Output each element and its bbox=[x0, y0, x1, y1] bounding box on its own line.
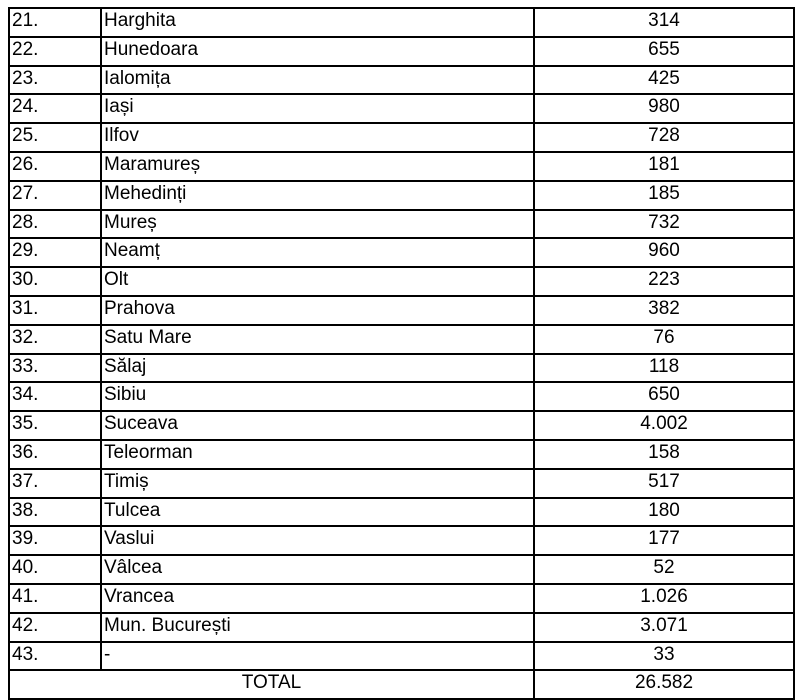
county-count-table bbox=[8, 7, 795, 700]
total-label: TOTAL bbox=[9, 670, 534, 699]
county-name-cell: Teleorman bbox=[101, 440, 534, 469]
table-row bbox=[9, 123, 794, 152]
table-row bbox=[9, 238, 794, 267]
row-number-cell: 39. bbox=[9, 526, 101, 555]
count-value-cell: 314 bbox=[534, 8, 794, 37]
table-row bbox=[9, 411, 794, 440]
table-footer bbox=[9, 670, 794, 699]
table-row bbox=[9, 8, 794, 37]
table-row bbox=[9, 181, 794, 210]
count-value-cell: 960 bbox=[534, 238, 794, 267]
county-name-cell: Mehedinți bbox=[101, 181, 534, 210]
table-row bbox=[9, 267, 794, 296]
row-number-cell: 41. bbox=[9, 584, 101, 613]
row-number-cell: 40. bbox=[9, 555, 101, 584]
table-row bbox=[9, 498, 794, 527]
table-row bbox=[9, 94, 794, 123]
row-number-cell: 21. bbox=[9, 8, 101, 37]
county-name-cell: Vrancea bbox=[101, 584, 534, 613]
table-row bbox=[9, 152, 794, 181]
count-value-cell: 650 bbox=[534, 382, 794, 411]
row-number-cell: 36. bbox=[9, 440, 101, 469]
total-row bbox=[9, 670, 794, 699]
table-row bbox=[9, 642, 794, 671]
row-number-cell: 35. bbox=[9, 411, 101, 440]
count-value-cell: 980 bbox=[534, 94, 794, 123]
county-name-cell: Maramureș bbox=[101, 152, 534, 181]
table-row bbox=[9, 584, 794, 613]
row-number-cell: 33. bbox=[9, 354, 101, 383]
count-value-cell: 425 bbox=[534, 66, 794, 95]
row-number-cell: 31. bbox=[9, 296, 101, 325]
county-name-cell: Satu Mare bbox=[101, 325, 534, 354]
county-name-cell: Iași bbox=[101, 94, 534, 123]
table-row bbox=[9, 613, 794, 642]
county-name-cell: Hunedoara bbox=[101, 37, 534, 66]
county-name-cell: Mureș bbox=[101, 210, 534, 239]
count-value-cell: 158 bbox=[534, 440, 794, 469]
county-name-cell: Ialomița bbox=[101, 66, 534, 95]
count-value-cell: 180 bbox=[534, 498, 794, 527]
row-number-cell: 22. bbox=[9, 37, 101, 66]
county-name-cell: Timiș bbox=[101, 469, 534, 498]
table-row bbox=[9, 325, 794, 354]
count-value-cell: 655 bbox=[534, 37, 794, 66]
table-row bbox=[9, 382, 794, 411]
row-number-cell: 38. bbox=[9, 498, 101, 527]
table-row bbox=[9, 555, 794, 584]
row-number-cell: 32. bbox=[9, 325, 101, 354]
count-value-cell: 33 bbox=[534, 642, 794, 671]
count-value-cell: 4.002 bbox=[534, 411, 794, 440]
row-number-cell: 25. bbox=[9, 123, 101, 152]
county-name-cell: Suceava bbox=[101, 411, 534, 440]
row-number-cell: 26. bbox=[9, 152, 101, 181]
count-value-cell: 728 bbox=[534, 123, 794, 152]
table-row bbox=[9, 296, 794, 325]
county-name-cell: Harghita bbox=[101, 8, 534, 37]
count-value-cell: 223 bbox=[534, 267, 794, 296]
county-name-cell: Sălaj bbox=[101, 354, 534, 383]
count-value-cell: 517 bbox=[534, 469, 794, 498]
table-body bbox=[9, 8, 794, 670]
county-name-cell: Ilfov bbox=[101, 123, 534, 152]
count-value-cell: 382 bbox=[534, 296, 794, 325]
table-row bbox=[9, 66, 794, 95]
row-number-cell: 42. bbox=[9, 613, 101, 642]
county-name-cell: Neamț bbox=[101, 238, 534, 267]
row-number-cell: 37. bbox=[9, 469, 101, 498]
count-value-cell: 185 bbox=[534, 181, 794, 210]
row-number-cell: 30. bbox=[9, 267, 101, 296]
table-row bbox=[9, 440, 794, 469]
total-value: 26.582 bbox=[534, 670, 794, 699]
row-number-cell: 23. bbox=[9, 66, 101, 95]
row-number-cell: 27. bbox=[9, 181, 101, 210]
county-name-cell: Vâlcea bbox=[101, 555, 534, 584]
county-name-cell: Sibiu bbox=[101, 382, 534, 411]
county-name-cell: - bbox=[101, 642, 534, 671]
county-name-cell: Tulcea bbox=[101, 498, 534, 527]
row-number-cell: 28. bbox=[9, 210, 101, 239]
count-value-cell: 1.026 bbox=[534, 584, 794, 613]
row-number-cell: 34. bbox=[9, 382, 101, 411]
table-row bbox=[9, 210, 794, 239]
county-name-cell: Vaslui bbox=[101, 526, 534, 555]
count-value-cell: 181 bbox=[534, 152, 794, 181]
count-value-cell: 3.071 bbox=[534, 613, 794, 642]
table-row bbox=[9, 354, 794, 383]
table-row bbox=[9, 37, 794, 66]
count-value-cell: 52 bbox=[534, 555, 794, 584]
row-number-cell: 24. bbox=[9, 94, 101, 123]
table-row bbox=[9, 469, 794, 498]
county-name-cell: Mun. București bbox=[101, 613, 534, 642]
county-name-cell: Olt bbox=[101, 267, 534, 296]
row-number-cell: 43. bbox=[9, 642, 101, 671]
count-value-cell: 732 bbox=[534, 210, 794, 239]
count-value-cell: 177 bbox=[534, 526, 794, 555]
row-number-cell: 29. bbox=[9, 238, 101, 267]
count-value-cell: 76 bbox=[534, 325, 794, 354]
table-row bbox=[9, 526, 794, 555]
county-name-cell: Prahova bbox=[101, 296, 534, 325]
count-value-cell: 118 bbox=[534, 354, 794, 383]
